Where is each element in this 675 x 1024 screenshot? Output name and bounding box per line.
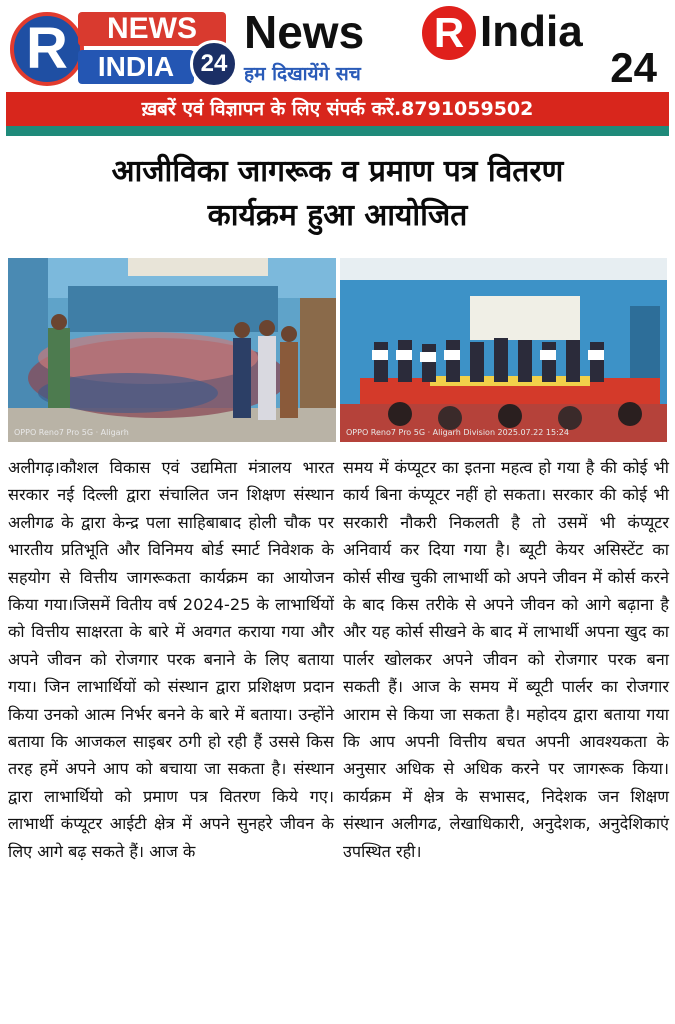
masthead-divider: [6, 126, 669, 136]
group-photo-illustration: [8, 258, 336, 442]
brand-india: India: [480, 7, 583, 56]
site-logo[interactable]: [6, 6, 238, 86]
logo-india-text: INDIA: [78, 50, 194, 84]
group-photo: [8, 258, 336, 442]
article-column-right: समय में कंप्यूटर का इतना महत्व हो गया है की कोई भी कार्य बिना कंप्यूटर नहीं हो सकता। सरकार की कोई भी सरकारी नौकरी निकलती है तो उसमें भी कंप्यूटर अनिवार्य कर दिया गया है। ब्यूटी केयर असिस्टेंट का कोर्स सीख चुकी लाभार्थी को अपने जीवन में कोर्स करने के बाद किस तरीके से अपने जीवन को आगे बढ़ाना है और यह कोर्स सीखने के बाद में लाभार्थी अपना खुद का पार्लर खोलकर अपने जीवन को रोजगार परक बना सकती हैं। आज के समय में ब्यूटी पार्लर का रोजगार आराम से किया जा सकता है। महोदय द्वारा बताया गया कि आप अपनी वित्तीय बचत अपनी आवश्यकता के अनुसार अधिक से अधिक करने पर जागरूक किया। कार्यक्रम में क्षेत्र के सभासद, निदेशक जन शिक्षण संस्थान अलीगढ, लेखाधिकारी, अनुदेशक, अनुदेशिकाएं उपस्थित रही।: [343, 458, 669, 861]
brand-r-circle: R: [422, 6, 476, 60]
article-headline: [10, 150, 665, 238]
logo-r-mark: R: [10, 12, 84, 86]
certificate-photo-illustration: [340, 258, 667, 442]
photo-watermark: OPPO Reno7 Pro 5G · Aligarh: [14, 428, 129, 437]
brand-news: News: [244, 6, 365, 58]
brand-24: 24: [610, 44, 657, 91]
certificate-distribution-photo: [340, 258, 667, 442]
article-column-left: अलीगढ़।कौशल विकास एवं उद्यमिता मंत्रालय भारत सरकार नई दिल्ली द्वारा संचालित जन शिक्षण संस्थान अलीगढ के द्वारा केन्द्र पला साहिबाबाद होली चौक पर भारतीय प्रतिभूति और विनिमय बोर्ड स्मार्ट निवेशक के सहयोग से वित्तीय जागरूकता कार्यक्रम का आयोजन किया गया।जिसमें वितीय वर्ष 2024-25 के लाभार्थियों को वित्तीय साक्षरता के बारे में अवगत कराया गया और अपने जीवन को रोजगार परक बनाने के लिए बताया गया। जिन लाभार्थियों को संस्थान द्वारा प्रशिक्षण प्रदान किया उनको आत्म निर्भर बनने के बारे में बताया। उन्होंने बताया कि आजकल साइबर ठगी हो रही हैं उससे किस तरह हमें अपने आप को बचाया जा सकता है। संस्थान द्वारा लाभार्थियो को प्रमाण पत्र वितरण किये गए। लाभार्थी कंप्यूटर आईटी क्षेत्र में अपने सुनहरे जीवन के लिए आगे बढ़ सकते हैं। आज के: [8, 458, 334, 861]
logo-news-text: NEWS: [78, 12, 226, 46]
masthead: [0, 0, 675, 92]
brand-wordmark: [244, 4, 669, 90]
brand-tagline: हम दिखायेंगे सच: [244, 63, 361, 85]
contact-banner: ख़बरें एवं विज्ञापन के लिए संपर्क करें.8791059502: [6, 92, 669, 126]
photo-watermark: OPPO Reno7 Pro 5G · Aligarh Division 2025.07.22 15:24: [346, 428, 569, 437]
headline-line-2: कार्यक्रम हुआ आयोजित: [207, 198, 468, 233]
logo-24-badge: 24: [190, 40, 238, 88]
headline-line-1: आजीविका जागरूक व प्रमाण पत्र वितरण: [111, 154, 564, 189]
